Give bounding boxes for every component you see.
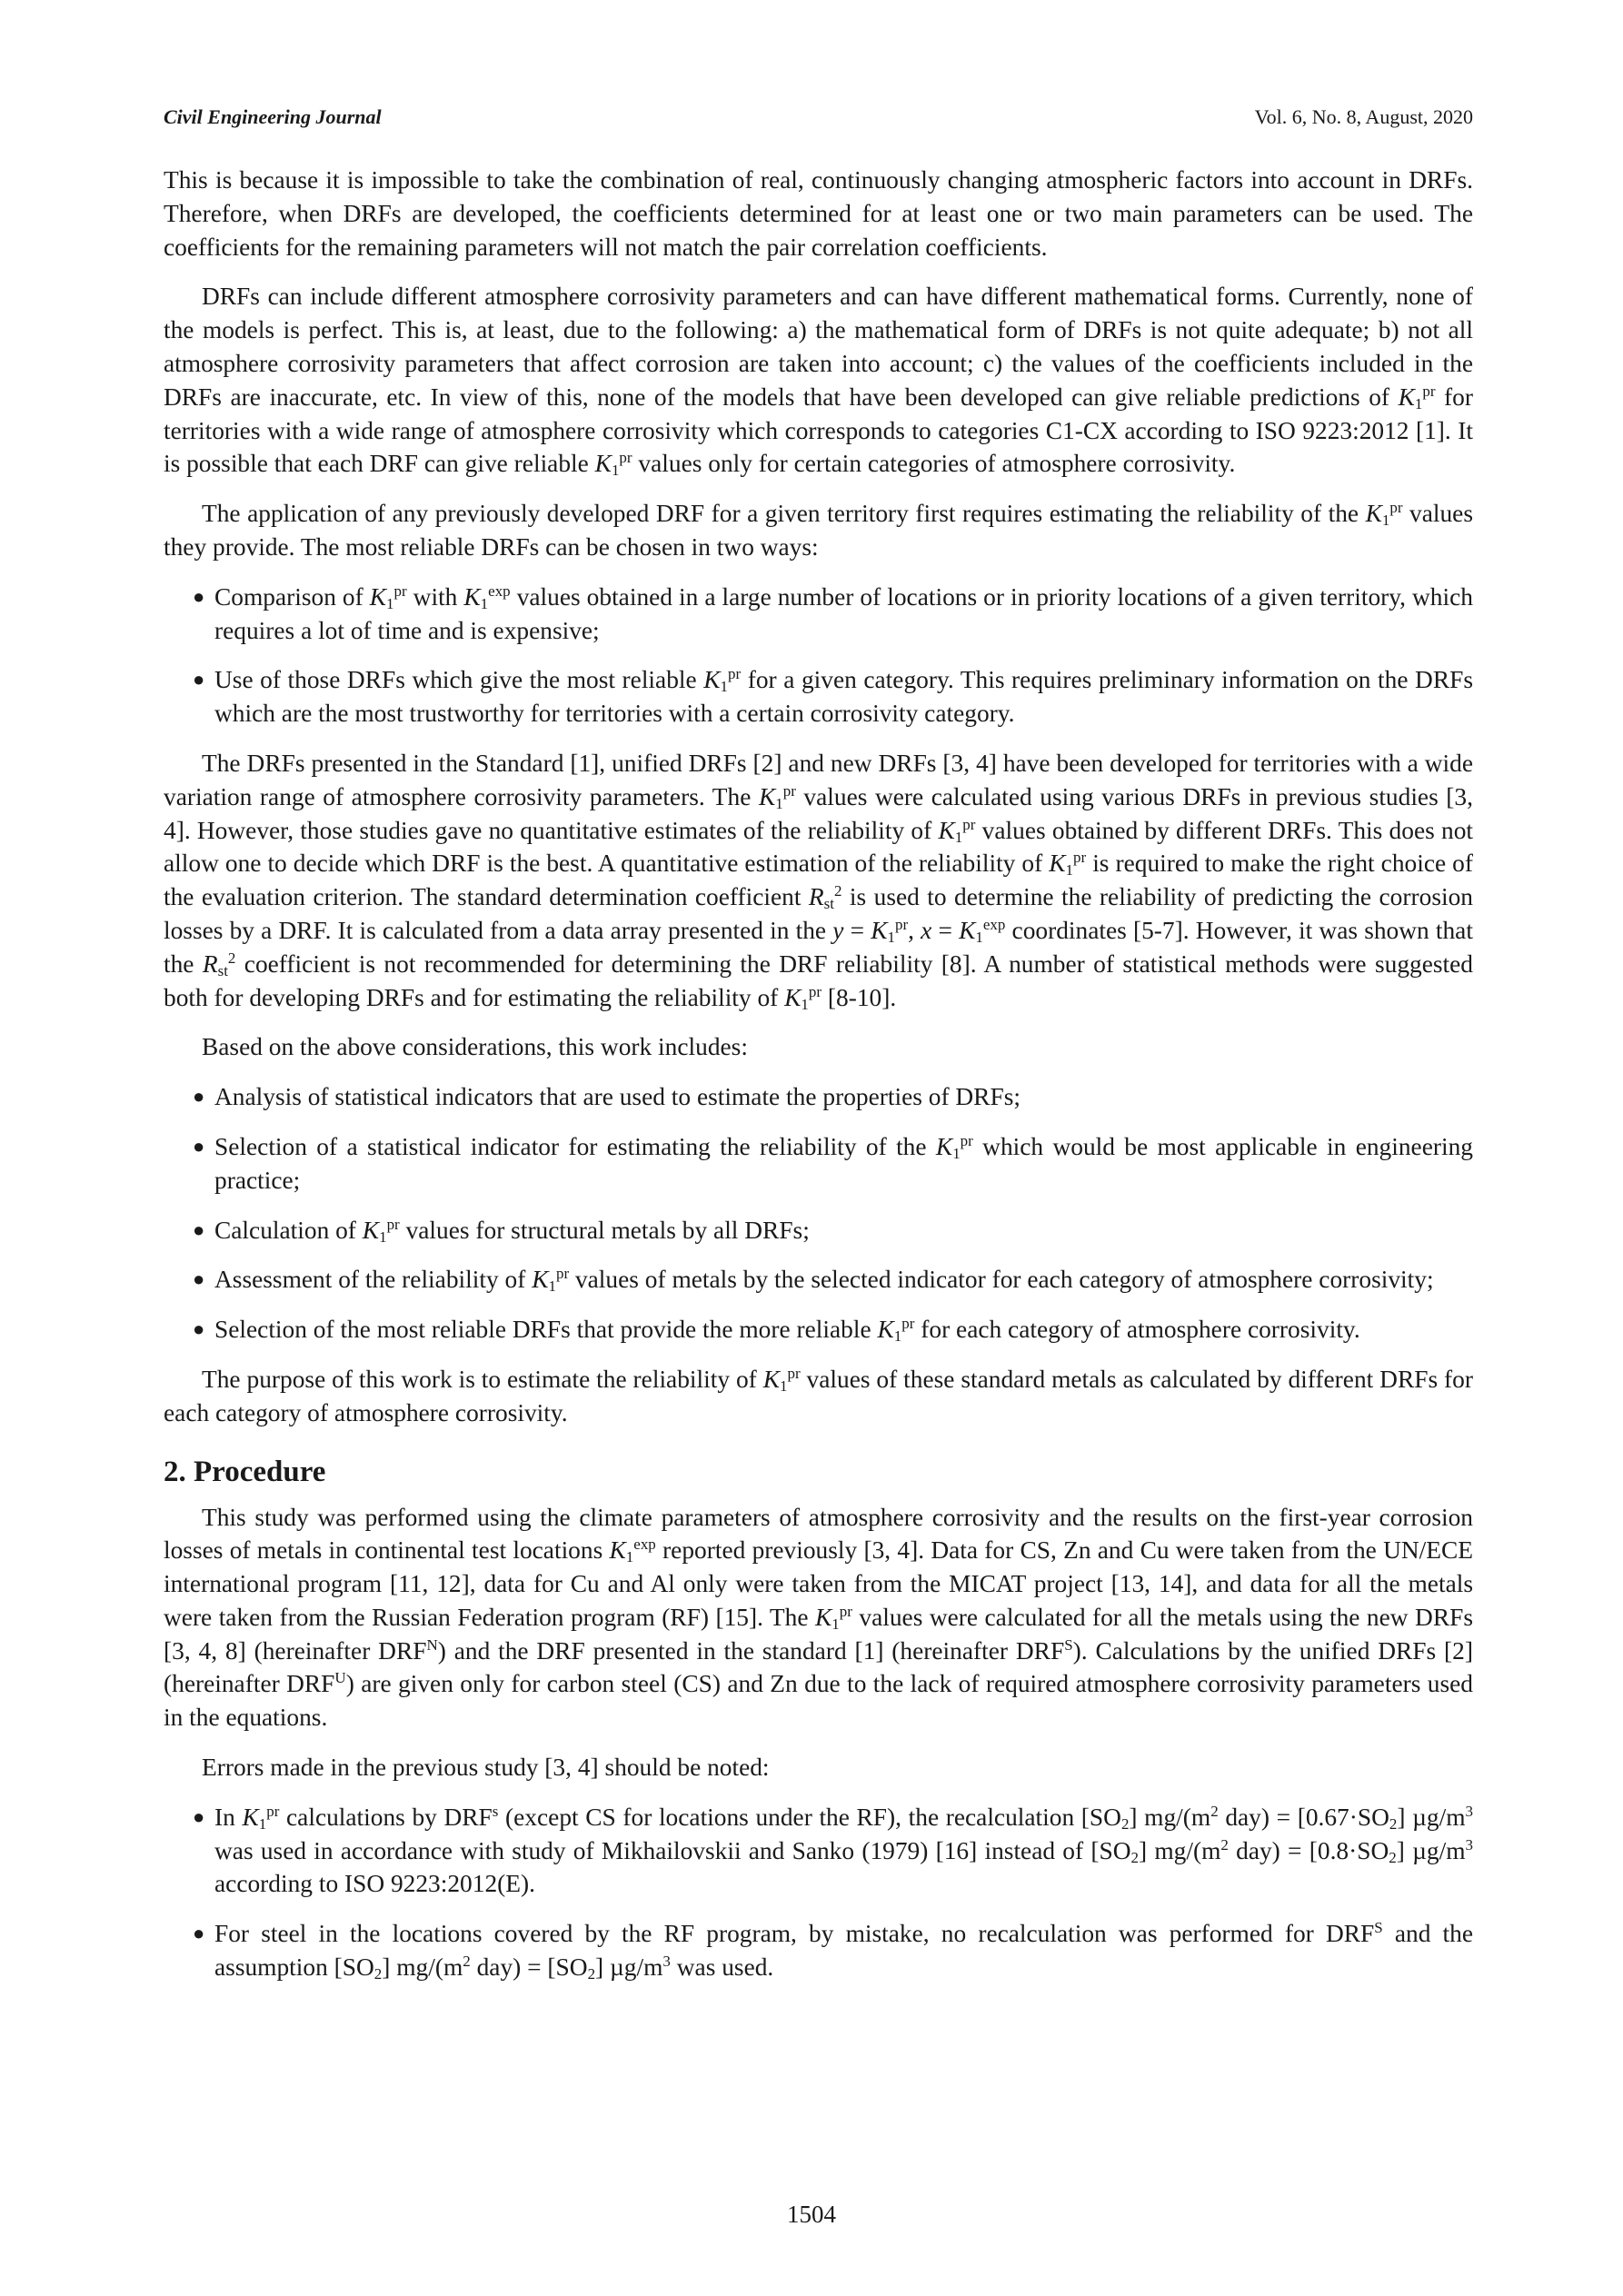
bullet-icon: ● — [193, 1267, 205, 1291]
journal-name: Civil Engineering Journal — [164, 105, 382, 128]
paragraph-7: This study was performed using the climate parameters of atmosphere corrosivity and the results on the first-year corrosion losses of metals in continental test locations $K_1^{exp}$ reported previously [3, 4]. Data for CS, Zn and Cu were taken from the UN/ECE international program [11, 12], data for Cu and Al only were taken from the MICAT project [13, 14], and data for all the metals were taken from the Russian Federation program (RF) [15]. The $K_1^{pr}$ values were calculated for all the metals using the new DRFs [3, 4, 8] (hereinafter $DRF^N$) and the DRF presented in the standard [1] (hereinafter $DRF^S$). Calculations by the unified DRFs [2] (hereinafter $DRF^U$) are given only for carbon steel (CS) and Zn due to the lack of required atmosphere corrosivity parameters used in the equations. — [164, 1503, 1473, 1732]
paragraph-2: DRFs can include different atmosphere corrosivity parameters and can have different mathematical forms. Currently, none of the models is perfect. This is, at least, due to the following: a) the mathematical form of DRFs is not quite adequate; b) not all atmosphere corrosivity parameters that affect corrosion are taken into account; c) the values of the coefficients included in the DRFs are inaccurate, etc. In view of this, none of the models that have been developed can give reliable predictions of $K_1^{pr}$ for territories with a wide range of atmosphere corrosivity which corresponds to categories C1-CX according to ISO 9223:2012 [1]. It is possible that each DRF can give reliable $K_1^{pr}$ values only for certain categories of atmosphere corrosivity. — [164, 283, 1473, 480]
bullet-icon: ● — [193, 1218, 205, 1241]
paragraph-3: The application of any previously developed DRF for a given territory first requires estimating the reliability of the $K_1^{pr}$ values they provide. The most reliable DRFs can be chosen in two ways: — [164, 498, 1473, 561]
volume-info: Vol. 6, No. 8, August, 2020 — [1254, 105, 1473, 128]
list-item: ● Selection of the most reliable DRFs that provide the more reliable $K_1^{pr}$ for each category of atmosphere corrosivity. — [193, 1314, 1360, 1346]
paragraph-4: The DRFs presented in the Standard [1], unified DRFs [2] and new DRFs [3, 4] have been developed for territories with a wide variation range of atmosphere corrosivity parameters. The $K_1^{pr}$ values were calculated using various DRFs in previous studies [3, 4]. However, those studies gave no quantitative estimates of the reliability of $K_1^{pr}$ values obtained by different DRFs. This does not allow one to decide which DRF is the best. A quantitative estimation of the reliability of $K_1^{pr}$ is required to make the right choice of the evaluation criterion. The standard determination coefficient $R_{st}^2$ is used to determine the reliability of predicting the corrosion losses by a DRF. It is calculated from a data array presented in the $y = K_1^{pr}$, $x = K_1^{exp}$ coordinates [5-7]. However, it was shown that the $R_{st}^2$ coefficient is not recommended for determining the DRF reliability [8]. A number of statistical methods were suggested both for developing DRFs and for estimating the reliability of $K_1^{pr}$ [8-10]. — [164, 749, 1473, 1013]
paragraph-5: Based on the above considerations, this work includes: — [202, 1033, 748, 1061]
bullet-icon: ● — [193, 584, 205, 608]
paragraph-8: Errors made in the previous study [3, 4] should be noted: — [202, 1754, 770, 1782]
section-heading: 2. Procedure — [164, 1455, 326, 1488]
paragraph-6: The purpose of this work is to estimate the reliability of $K_1^{pr}$ values of these standard metals as calculated by different DRFs for each category of atmosphere corrosivity. — [164, 1364, 1473, 1426]
bullet-icon: ● — [193, 1804, 205, 1828]
page-number: 1504 — [787, 2201, 836, 2228]
bullet-list-3 — [164, 1801, 1473, 1984]
bullet-icon: ● — [193, 1317, 205, 1341]
list-item: ● For steel in the locations covered by the RF program, by mistake, no recalculation was performed for $DRF^S$ and the assumption $[SO_2]$ $mg/(m^2$ $day) = [SO_2]$ $\mu g/m^3$ was used. — [193, 1919, 1474, 1983]
list-item: ● Selection of a statistical indicator for estimating the reliability of the $K_1^{pr}$ which would be most applicable in engineering practice; — [193, 1131, 1473, 1194]
running-header — [164, 105, 1473, 133]
bullet-icon: ● — [193, 668, 205, 691]
list-item: ● Use of those DRFs which give the most reliable $K_1^{pr}$ for a given category. This requires preliminary information on the DRFs which are the most trustworthy for territories with a certain corrosivity category. — [193, 665, 1473, 728]
bullet-list-2 — [164, 1080, 1473, 1347]
bullet-icon: ● — [193, 1922, 205, 1945]
list-item: ● Assessment of the reliability of $K_1^{pr}$ values of metals by the selected indicator for each category of atmosphere corrosivity; — [193, 1265, 1434, 1296]
paragraph-1: This is because it is impossible to take the combination of real, continuously changing atmospheric factors into account in DRFs. Therefore, when DRFs are developed, the coefficients determined for at least one or two main parameters can be used. The coefficients for the remaining parameters will not match the pair correlation coefficients. — [164, 166, 1473, 261]
list-item: ● Analysis of statistical indicators that are used to estimate the properties of DRFs; — [164, 1080, 1473, 1114]
bullet-icon: ● — [193, 1085, 205, 1108]
list-item: ● Calculation of $K_1^{pr}$ values for structural metals by all DRFs; — [193, 1215, 810, 1246]
list-item: ● Comparison of $K_1^{pr}$ with $K_1^{exp}$ values obtained in a large number of locations or in priority locations of a given territory, which requires a lot of time and is expensive; — [193, 581, 1473, 644]
list-item: ● In $K_1^{pr}$ calculations by DRF$^s$ (except CS for locations under the RF), the recalculation $[SO_2]$ $mg/(m^2$ $day) = [0.67\cdot SO_2]$ $\mu g/m^3$ was used in accordance with study of Mikhailovskii and Sanko (1979) [16] instead of $[SO_2]$ $mg/(m^2$ $day) = [0.8\cdot SO_2]$ $\mu g/m^3$ according to ISO 9223:2012(E). — [193, 1802, 1473, 1898]
page-body — [164, 164, 1473, 2001]
bullet-icon: ● — [193, 1134, 205, 1158]
bullet-list-1 — [164, 581, 1473, 731]
